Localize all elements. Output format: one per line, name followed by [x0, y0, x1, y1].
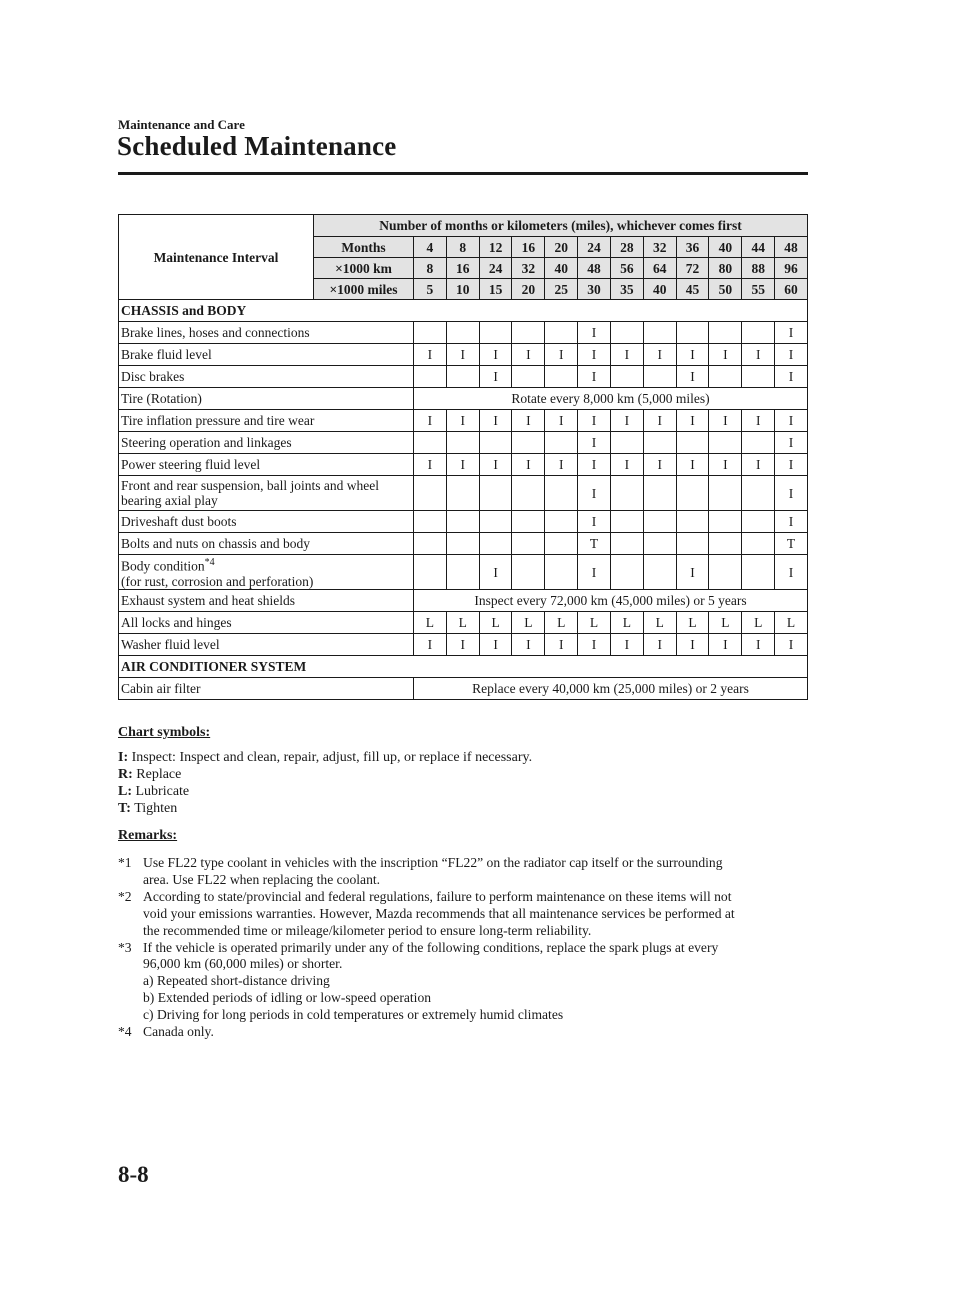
schedule-cell: L	[709, 612, 742, 634]
symbol-text: Tighten	[134, 801, 178, 816]
row-label: All locks and hinges	[119, 612, 414, 634]
schedule-cell: I	[545, 410, 578, 432]
schedule-cell	[446, 533, 479, 555]
months-label: Months	[314, 237, 414, 258]
symbol-text: Lubricate	[135, 784, 190, 799]
schedule-cell: I	[446, 634, 479, 656]
km-cell: 24	[479, 258, 512, 279]
schedule-cell: I	[578, 476, 611, 511]
schedule-cell: I	[479, 555, 512, 590]
remarks-list	[118, 855, 808, 1041]
remark-subitem: c) Driving for long periods in cold temperatures or extremely humid climates	[143, 1007, 564, 1023]
schedule-cell: L	[742, 612, 775, 634]
schedule-cell: L	[512, 612, 545, 634]
schedule-cell: T	[578, 533, 611, 555]
schedule-cell	[610, 476, 643, 511]
symbol-key: I:	[118, 750, 129, 765]
km-cell: 40	[545, 258, 578, 279]
table-row	[119, 344, 808, 366]
schedule-cell	[414, 366, 447, 388]
miles-cell: 35	[610, 279, 643, 300]
chart-symbols-title: Chart symbols:	[118, 725, 211, 740]
schedule-cell	[742, 533, 775, 555]
row-note: Replace every 40,000 km (25,000 miles) or 2 years	[414, 678, 808, 700]
schedule-cell	[512, 322, 545, 344]
table-row	[119, 590, 808, 612]
miles-cell: 50	[709, 279, 742, 300]
schedule-cell: L	[643, 612, 676, 634]
schedule-cell	[414, 511, 447, 533]
schedule-cell: L	[578, 612, 611, 634]
miles-cell: 45	[676, 279, 709, 300]
schedule-cell: I	[610, 454, 643, 476]
remark-line: According to state/provincial and federal regulations, failure to perform maintenance on these items will not	[143, 888, 732, 904]
km-cell: 80	[709, 258, 742, 279]
schedule-cell: I	[775, 432, 808, 454]
schedule-cell: I	[545, 634, 578, 656]
schedule-cell: I	[512, 344, 545, 366]
schedule-cell: I	[676, 410, 709, 432]
row-label: Steering operation and linkages	[119, 432, 414, 454]
schedule-cell	[643, 432, 676, 454]
schedule-cell	[446, 322, 479, 344]
schedule-cell: I	[643, 344, 676, 366]
symbol-text: Inspect: Inspect and clean, repair, adjust, fill up, or replace if necessary.	[131, 750, 533, 765]
row-label	[119, 555, 414, 590]
schedule-cell: I	[414, 454, 447, 476]
schedule-cell: I	[578, 555, 611, 590]
row-label: Washer fluid level	[119, 634, 414, 656]
row-label: Bolts and nuts on chassis and body	[119, 533, 414, 555]
schedule-cell: I	[545, 344, 578, 366]
schedule-cell: I	[676, 555, 709, 590]
schedule-cell	[545, 533, 578, 555]
schedule-cell: I	[643, 410, 676, 432]
table-row	[119, 612, 808, 634]
schedule-cell	[742, 322, 775, 344]
remark-number: *3	[118, 939, 132, 955]
remark-number: *2	[118, 888, 132, 904]
schedule-cell: L	[545, 612, 578, 634]
section-label: Maintenance and Care	[118, 117, 245, 132]
schedule-cell	[676, 511, 709, 533]
schedule-cell: I	[414, 634, 447, 656]
row-label-line: (for rust, corrosion and perforation)	[121, 573, 314, 589]
remark-subitem: a) Repeated short-distance driving	[143, 973, 330, 989]
schedule-cell: L	[610, 612, 643, 634]
schedule-cell	[643, 366, 676, 388]
schedule-cell	[676, 533, 709, 555]
schedule-cell	[709, 366, 742, 388]
row-label: Cabin air filter	[119, 678, 414, 700]
schedule-cell: I	[643, 454, 676, 476]
remarks-title: Remarks:	[118, 828, 178, 843]
schedule-cell: I	[578, 366, 611, 388]
table-row	[119, 634, 808, 656]
schedule-cell: I	[709, 344, 742, 366]
months-cell: 40	[709, 237, 742, 258]
row-label: Brake fluid level	[119, 344, 414, 366]
months-cell: 4	[414, 237, 447, 258]
schedule-cell: I	[512, 634, 545, 656]
schedule-cell: I	[414, 344, 447, 366]
remark-line: Use FL22 type coolant in vehicles with the inscription “FL22” on the radiator cap itself or the surrounding	[143, 855, 723, 870]
schedule-cell: I	[578, 634, 611, 656]
months-cell: 36	[676, 237, 709, 258]
schedule-cell: I	[545, 454, 578, 476]
schedule-cell: I	[775, 322, 808, 344]
symbol-key: R:	[118, 767, 133, 782]
schedule-cell: I	[479, 454, 512, 476]
schedule-cell	[479, 476, 512, 511]
remark-line: 96,000 km (60,000 miles) or shorter.	[143, 956, 343, 972]
schedule-cell	[512, 555, 545, 590]
maintenance-schedule-table	[118, 214, 808, 700]
schedule-cell	[742, 555, 775, 590]
schedule-cell: I	[676, 454, 709, 476]
km-cell: 32	[512, 258, 545, 279]
table-row	[119, 476, 808, 511]
schedule-cell: I	[479, 634, 512, 656]
table-row	[119, 555, 808, 590]
remark-line: If the vehicle is operated primarily under any of the following conditions, replace the spark plugs at every	[143, 939, 719, 955]
row-label-line: bearing axial play	[121, 493, 218, 508]
table-row	[119, 432, 808, 454]
schedule-cell	[643, 322, 676, 344]
remark-subitem: b) Extended periods of idling or low-speed operation	[143, 990, 432, 1006]
schedule-cell: I	[742, 344, 775, 366]
remark-number: *4	[118, 1024, 132, 1040]
schedule-cell	[709, 322, 742, 344]
row-label	[119, 476, 414, 511]
schedule-cell: I	[775, 366, 808, 388]
remark-line: void your emissions warranties. However, Mazda recommends that all maintenance services be performed at	[143, 905, 735, 921]
schedule-cell	[545, 555, 578, 590]
schedule-cell	[610, 533, 643, 555]
title-rule	[118, 172, 808, 175]
schedule-cell: I	[512, 454, 545, 476]
schedule-cell: I	[610, 634, 643, 656]
schedule-cell	[742, 432, 775, 454]
row-label: Exhaust system and heat shields	[119, 590, 414, 612]
row-label-line: Front and rear suspension, ball joints and wheel	[121, 478, 379, 493]
km-cell: 64	[643, 258, 676, 279]
schedule-cell	[512, 476, 545, 511]
schedule-cell	[446, 432, 479, 454]
schedule-cell	[545, 476, 578, 511]
maintenance-interval-header: Maintenance Interval	[119, 215, 314, 300]
schedule-cell: I	[676, 344, 709, 366]
miles-cell: 40	[643, 279, 676, 300]
schedule-cell: I	[578, 511, 611, 533]
miles-cell: 15	[479, 279, 512, 300]
schedule-cell	[742, 366, 775, 388]
schedule-cell: I	[479, 366, 512, 388]
schedule-cell	[479, 432, 512, 454]
schedule-cell: I	[610, 410, 643, 432]
schedule-cell: I	[512, 410, 545, 432]
schedule-cell: I	[446, 344, 479, 366]
schedule-cell: I	[446, 454, 479, 476]
schedule-cell	[512, 511, 545, 533]
page-number: 8-8	[118, 1162, 149, 1187]
table-row	[119, 388, 808, 410]
symbol-item	[118, 766, 532, 783]
months-cell: 8	[446, 237, 479, 258]
schedule-cell	[414, 533, 447, 555]
schedule-cell: I	[446, 410, 479, 432]
schedule-cell	[643, 476, 676, 511]
schedule-cell	[610, 555, 643, 590]
table-row	[119, 533, 808, 555]
schedule-cell: I	[775, 555, 808, 590]
symbol-key: L:	[118, 784, 132, 799]
schedule-cell: I	[676, 366, 709, 388]
schedule-cell: I	[742, 454, 775, 476]
schedule-cell	[610, 511, 643, 533]
table-row	[119, 322, 808, 344]
remark-line: the recommended time or mileage/kilometer period to ensure long-term reliability.	[143, 922, 592, 938]
table-row	[119, 678, 808, 700]
months-cell: 32	[643, 237, 676, 258]
schedule-cell	[742, 476, 775, 511]
km-cell: 48	[578, 258, 611, 279]
chart-symbols-list	[118, 749, 532, 817]
km-cell: 96	[775, 258, 808, 279]
schedule-cell: T	[775, 533, 808, 555]
row-label: Tire (Rotation)	[119, 388, 414, 410]
months-cell: 16	[512, 237, 545, 258]
schedule-cell: L	[775, 612, 808, 634]
schedule-cell	[446, 476, 479, 511]
months-cell: 48	[775, 237, 808, 258]
schedule-cell: I	[775, 344, 808, 366]
remark-line: Canada only.	[143, 1024, 214, 1040]
km-cell: 56	[610, 258, 643, 279]
months-cell: 20	[545, 237, 578, 258]
remark-item	[118, 889, 808, 940]
schedule-cell: L	[414, 612, 447, 634]
row-label: Driveshaft dust boots	[119, 511, 414, 533]
row-note: Inspect every 72,000 km (45,000 miles) or 5 years	[414, 590, 808, 612]
schedule-cell	[414, 432, 447, 454]
schedule-cell: I	[709, 410, 742, 432]
schedule-cell	[479, 533, 512, 555]
row-label: Tire inflation pressure and tire wear	[119, 410, 414, 432]
symbol-item	[118, 783, 532, 800]
schedule-cell: L	[479, 612, 512, 634]
footnote-ref: *4	[204, 557, 215, 569]
schedule-cell	[414, 555, 447, 590]
schedule-cell	[512, 432, 545, 454]
schedule-cell: I	[643, 634, 676, 656]
schedule-cell	[479, 511, 512, 533]
schedule-cell	[446, 511, 479, 533]
remark-number: *1	[118, 855, 132, 870]
schedule-cell: I	[742, 410, 775, 432]
schedule-cell: I	[414, 410, 447, 432]
schedule-cell	[545, 511, 578, 533]
row-note: Rotate every 8,000 km (5,000 miles)	[414, 388, 808, 410]
schedule-cell	[545, 432, 578, 454]
remark-item	[118, 855, 808, 889]
schedule-cell	[709, 533, 742, 555]
schedule-cell	[643, 533, 676, 555]
table-row	[119, 366, 808, 388]
schedule-cell: I	[479, 410, 512, 432]
km-cell: 72	[676, 258, 709, 279]
schedule-cell	[676, 322, 709, 344]
symbol-text: Replace	[136, 767, 182, 782]
row-label-line: Body condition	[121, 558, 205, 574]
table-row	[119, 511, 808, 533]
km-label: ×1000 km	[314, 258, 414, 279]
schedule-cell	[610, 322, 643, 344]
schedule-cell	[610, 366, 643, 388]
schedule-cell	[709, 432, 742, 454]
page-title: Scheduled Maintenance	[117, 131, 397, 161]
miles-cell: 60	[775, 279, 808, 300]
miles-cell: 5	[414, 279, 447, 300]
schedule-cell: I	[578, 410, 611, 432]
symbol-item	[118, 749, 532, 766]
row-label: Brake lines, hoses and connections	[119, 322, 414, 344]
schedule-cell: I	[709, 634, 742, 656]
schedule-cell	[479, 322, 512, 344]
schedule-cell	[742, 511, 775, 533]
miles-cell: 55	[742, 279, 775, 300]
miles-label: ×1000 miles	[314, 279, 414, 300]
section-air-conditioner: AIR CONDITIONER SYSTEM	[119, 656, 808, 678]
schedule-cell	[446, 366, 479, 388]
row-label: Disc brakes	[119, 366, 414, 388]
table-row	[119, 454, 808, 476]
schedule-cell: I	[578, 344, 611, 366]
schedule-cell: I	[578, 322, 611, 344]
schedule-cell: I	[610, 344, 643, 366]
row-label: Power steering fluid level	[119, 454, 414, 476]
schedule-cell: I	[676, 634, 709, 656]
km-cell: 88	[742, 258, 775, 279]
schedule-cell	[545, 322, 578, 344]
schedule-cell	[709, 476, 742, 511]
schedule-cell: I	[578, 454, 611, 476]
schedule-cell	[446, 555, 479, 590]
schedule-cell	[643, 555, 676, 590]
schedule-cell: I	[479, 344, 512, 366]
remark-item	[118, 1024, 808, 1041]
schedule-cell: I	[775, 511, 808, 533]
schedule-cell: I	[775, 476, 808, 511]
miles-cell: 10	[446, 279, 479, 300]
months-cell: 28	[610, 237, 643, 258]
schedule-cell	[676, 476, 709, 511]
schedule-cell	[643, 511, 676, 533]
schedule-cell	[709, 511, 742, 533]
schedule-cell: I	[775, 634, 808, 656]
remark-item	[118, 940, 808, 1025]
table-row	[119, 410, 808, 432]
schedule-cell	[512, 533, 545, 555]
schedule-cell	[610, 432, 643, 454]
symbol-key: T:	[118, 801, 131, 816]
schedule-cell: I	[578, 432, 611, 454]
interval-heading: Number of months or kilometers (miles), whichever comes first	[314, 215, 808, 237]
schedule-cell	[512, 366, 545, 388]
miles-cell: 20	[512, 279, 545, 300]
remark-line: area. Use FL22 when replacing the coolant.	[143, 871, 381, 887]
km-cell: 8	[414, 258, 447, 279]
schedule-cell: L	[676, 612, 709, 634]
section-chassis-body: CHASSIS and BODY	[119, 300, 808, 322]
schedule-cell: I	[775, 410, 808, 432]
schedule-cell: I	[742, 634, 775, 656]
schedule-cell	[709, 555, 742, 590]
schedule-cell	[676, 432, 709, 454]
schedule-cell	[414, 476, 447, 511]
miles-cell: 25	[545, 279, 578, 300]
symbol-item	[118, 800, 532, 817]
schedule-cell	[545, 366, 578, 388]
months-cell: 12	[479, 237, 512, 258]
months-cell: 44	[742, 237, 775, 258]
miles-cell: 30	[578, 279, 611, 300]
km-cell: 16	[446, 258, 479, 279]
schedule-cell	[414, 322, 447, 344]
schedule-cell: L	[446, 612, 479, 634]
schedule-cell: I	[775, 454, 808, 476]
schedule-cell: I	[709, 454, 742, 476]
months-cell: 24	[578, 237, 611, 258]
